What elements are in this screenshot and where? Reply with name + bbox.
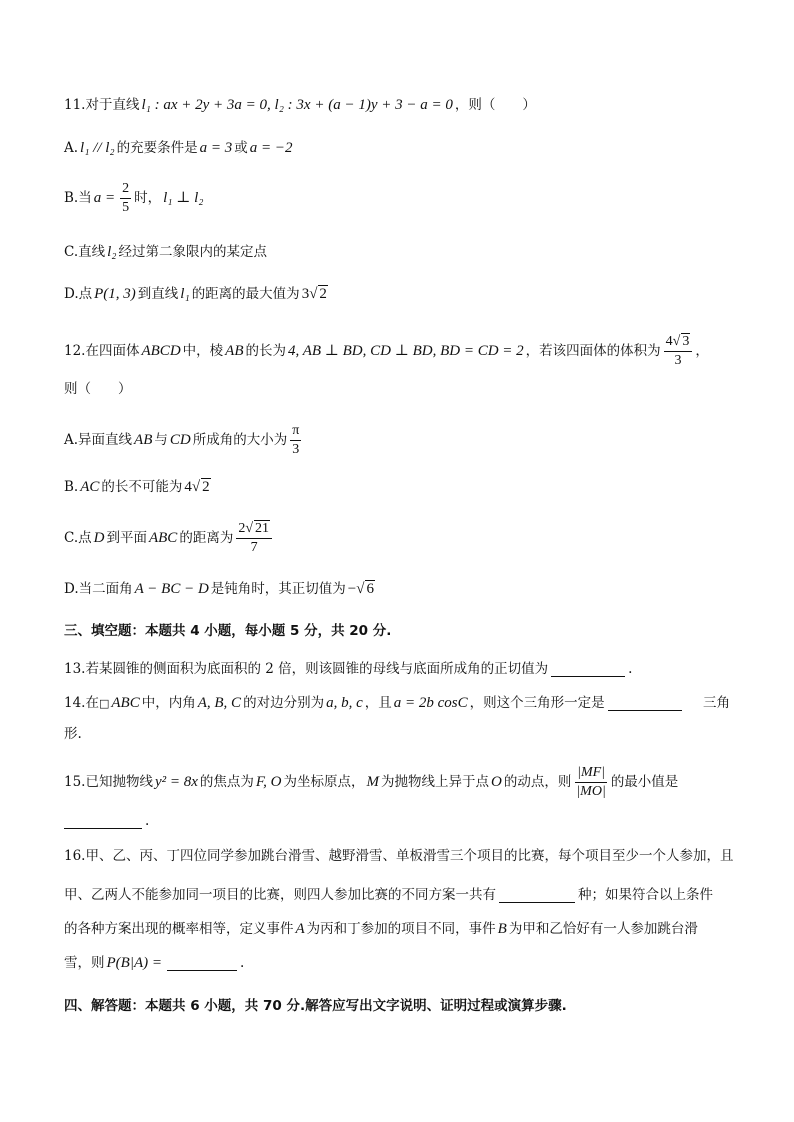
q16-line1 xyxy=(64,850,733,864)
denominator: 5 xyxy=(122,200,130,215)
math-expr: a = 2b cosC xyxy=(393,695,468,711)
numerator: |MF| xyxy=(575,766,607,783)
math-expr: AB xyxy=(225,343,244,359)
option-text: 是钝角时，其正切值为 xyxy=(210,580,346,597)
denominator: 3 xyxy=(292,442,300,457)
q11-option-b xyxy=(64,182,205,215)
stem-text: ， xyxy=(695,342,709,359)
option-label: A. xyxy=(64,139,79,156)
answer-blank[interactable] xyxy=(551,662,625,677)
math-expr: a = −2 xyxy=(249,140,293,156)
math-expr: l₁ ⊥ l₂ xyxy=(163,190,204,206)
q16-text: 雪，则 xyxy=(64,954,105,971)
sqrt-symbol: √ xyxy=(356,581,365,597)
math-expr: a = xyxy=(93,190,116,206)
q12-option-b xyxy=(64,480,213,495)
radicand: 2 xyxy=(202,479,210,495)
q12-number: 12.在四面体 xyxy=(64,342,140,359)
q14-body xyxy=(64,696,685,711)
option-text: 所成角的大小为 xyxy=(192,431,288,448)
q15-end: . xyxy=(145,812,150,829)
radicand: 2 xyxy=(319,286,327,302)
math-expr: P(1, 3) xyxy=(94,286,136,302)
coefficient: 4 xyxy=(665,334,673,349)
answer-blank[interactable] xyxy=(167,956,237,971)
option-label: C.直线 xyxy=(64,243,106,260)
option-text: 时， xyxy=(134,189,162,206)
q15-number: 15.已知抛物线 xyxy=(64,773,153,790)
option-label: D.当二面角 xyxy=(64,580,133,597)
q11-option-a xyxy=(64,141,295,156)
q11-bracket: ，则（ ） xyxy=(454,96,536,113)
section-title: 四、解答题：本题共 6 小题，共 70 分.解答应写出文字说明、证明过程或演算步骤. xyxy=(64,998,567,1014)
q16-text: 甲、乙两人不能参加同一项目的比赛，则四人参加比赛的不同方案一共有 xyxy=(64,886,496,903)
q12-option-a xyxy=(64,424,304,457)
math-expr: CD xyxy=(169,432,191,448)
q14-text: ，且 xyxy=(364,694,392,711)
q14-text: 中，内角 xyxy=(141,694,196,711)
math-expr: ABCD xyxy=(141,343,181,359)
volume-fraction xyxy=(664,335,693,368)
q16-text: 16.甲、乙、丙、丁四位同学参加跳台滑雪、越野滑雪、单板滑雪三个项目的比赛，每个项目至少一个人参加，且 xyxy=(64,848,734,864)
q15 xyxy=(64,766,678,799)
option-text: 到直线 xyxy=(137,285,179,302)
q13-end: . xyxy=(628,660,633,677)
radicand: 6 xyxy=(366,581,374,597)
radical-expr xyxy=(184,480,210,495)
q14-line2 xyxy=(64,728,82,742)
q14-number: 14.在 xyxy=(64,694,99,711)
numerator: π xyxy=(290,424,301,441)
q16-line4 xyxy=(64,956,244,971)
math-expr: M xyxy=(366,774,379,790)
section-title: 三、填空题：本题共 4 小题，每小题 5 分，共 20 分. xyxy=(64,623,392,639)
q11-option-c xyxy=(64,245,267,260)
q11-number: 11.对于直线 xyxy=(64,96,140,113)
option-label: B.当 xyxy=(64,189,92,206)
fraction xyxy=(120,182,131,215)
math-expr: ABC xyxy=(148,530,178,546)
q12-bracket: 则（ ） xyxy=(64,381,132,397)
q16-text: 的各种方案出现的概率相等，定义事件 xyxy=(64,920,294,937)
math-expr: a, b, c xyxy=(326,695,363,711)
q15-text: 的动点，则 xyxy=(503,773,572,790)
option-text: 的充要条件是 xyxy=(116,139,198,156)
math-expr: l₂ xyxy=(107,244,117,260)
q11-stem xyxy=(64,98,536,113)
radical-expr xyxy=(348,582,375,597)
math-expr: 4, AB ⊥ BD, CD ⊥ BD, BD = CD = 2 xyxy=(287,343,524,359)
stem-text: 的长为 xyxy=(245,342,286,359)
denominator: 3 xyxy=(674,353,682,368)
option-text: 到平面 xyxy=(106,529,147,546)
q15-line2 xyxy=(64,814,149,829)
q12-stem xyxy=(64,335,709,368)
option-label: C.点 xyxy=(64,529,92,546)
angle-fraction xyxy=(290,424,301,457)
math-expr: A xyxy=(295,921,305,937)
q15-text: 为坐标原点， xyxy=(283,773,365,790)
option-label: A.异面直线 xyxy=(64,431,133,448)
q16-text: 为丙和丁参加的项目不同，事件 xyxy=(306,920,496,937)
sqrt-symbol: √ xyxy=(309,286,318,302)
numerator: 2 xyxy=(120,182,131,199)
distance-fraction xyxy=(236,522,272,555)
radicand: 3 xyxy=(682,334,690,349)
option-text: 的距离为 xyxy=(179,529,234,546)
q14 xyxy=(64,696,730,711)
math-expr: D xyxy=(93,530,105,546)
radical-expr xyxy=(302,287,328,302)
option-text: 与 xyxy=(154,431,168,448)
ratio-fraction xyxy=(574,766,607,799)
q12-option-c xyxy=(64,522,275,555)
math-expr: y² = 8x xyxy=(154,774,198,790)
minus-sign: − xyxy=(347,581,357,597)
option-text: 的距离的最大值为 xyxy=(191,285,300,302)
answer-blank[interactable] xyxy=(499,888,575,903)
math-expr: a = 3 xyxy=(199,140,233,156)
coefficient: 3 xyxy=(301,286,310,302)
q16-end: . xyxy=(239,954,245,971)
q11-lines-equation: l₁ : ax + 2y + 3a = 0, l₂ : 3x + (a − 1)y + 3 − a = 0 xyxy=(141,97,453,113)
option-text: 的长不可能为 xyxy=(101,478,183,495)
math-expr: O xyxy=(490,774,502,790)
stem-text: 中，棱 xyxy=(182,342,224,359)
option-text: 或 xyxy=(234,139,248,156)
q11-option-d xyxy=(64,287,330,302)
option-label: B. xyxy=(64,478,79,495)
coefficient: 4 xyxy=(184,479,192,495)
q13 xyxy=(64,662,632,677)
q14-text: ，则这个三角形一定是 xyxy=(469,694,605,711)
q16-text: 种；如果符合以上条件 xyxy=(578,886,713,903)
q12-stem-line2 xyxy=(64,383,132,397)
q14-text: 三角 xyxy=(703,694,730,711)
sqrt-symbol: √ xyxy=(191,479,201,495)
numerator: 2√ 21 xyxy=(236,522,272,539)
q16-line2 xyxy=(64,888,713,903)
math-expr: AC xyxy=(80,479,100,495)
radicand: 21 xyxy=(255,521,270,536)
answer-blank[interactable] xyxy=(608,696,682,711)
math-expr: F, O xyxy=(255,774,282,790)
coefficient: 2 xyxy=(238,521,246,536)
math-expr: A − BC − D xyxy=(134,581,209,597)
option-text: 经过第二象限内的某定点 xyxy=(118,243,268,260)
math-expr: A, B, C xyxy=(197,695,242,711)
numerator: 4√ 3 xyxy=(664,335,693,352)
q15-text: 的最小值是 xyxy=(610,773,679,790)
q13-text: 13.若某圆锥的侧面积为底面积的 2 倍，则该圆锥的母线与底面所成角的正切值为 xyxy=(64,660,549,677)
denominator: 7 xyxy=(250,540,258,555)
math-expr: AB xyxy=(134,432,153,448)
q15-text: 的焦点为 xyxy=(199,773,254,790)
denominator: |MO| xyxy=(576,784,606,799)
q16-text: 为甲和乙恰好有一人参加跳台滑 xyxy=(508,920,698,937)
section-4-heading xyxy=(64,1000,567,1014)
q12-option-d xyxy=(64,582,377,597)
q16-line3 xyxy=(64,922,698,937)
math-expr: l₁ // l₂ xyxy=(80,140,115,156)
q14-text: 形. xyxy=(64,726,82,742)
math-expr: l₁ xyxy=(180,286,190,302)
math-expr: P(B|A) = xyxy=(106,955,162,971)
option-label: D.点 xyxy=(64,285,93,302)
stem-text: ，若该四面体的体积为 xyxy=(525,342,661,359)
section-3-heading xyxy=(64,625,391,639)
triangle-symbol: □ xyxy=(98,697,110,710)
math-expr: B xyxy=(497,921,507,937)
q14-text: 的对边分别为 xyxy=(243,694,325,711)
answer-blank[interactable] xyxy=(64,814,142,829)
q15-text: 为抛物线上异于点 xyxy=(380,773,489,790)
math-expr: ABC xyxy=(111,695,140,711)
